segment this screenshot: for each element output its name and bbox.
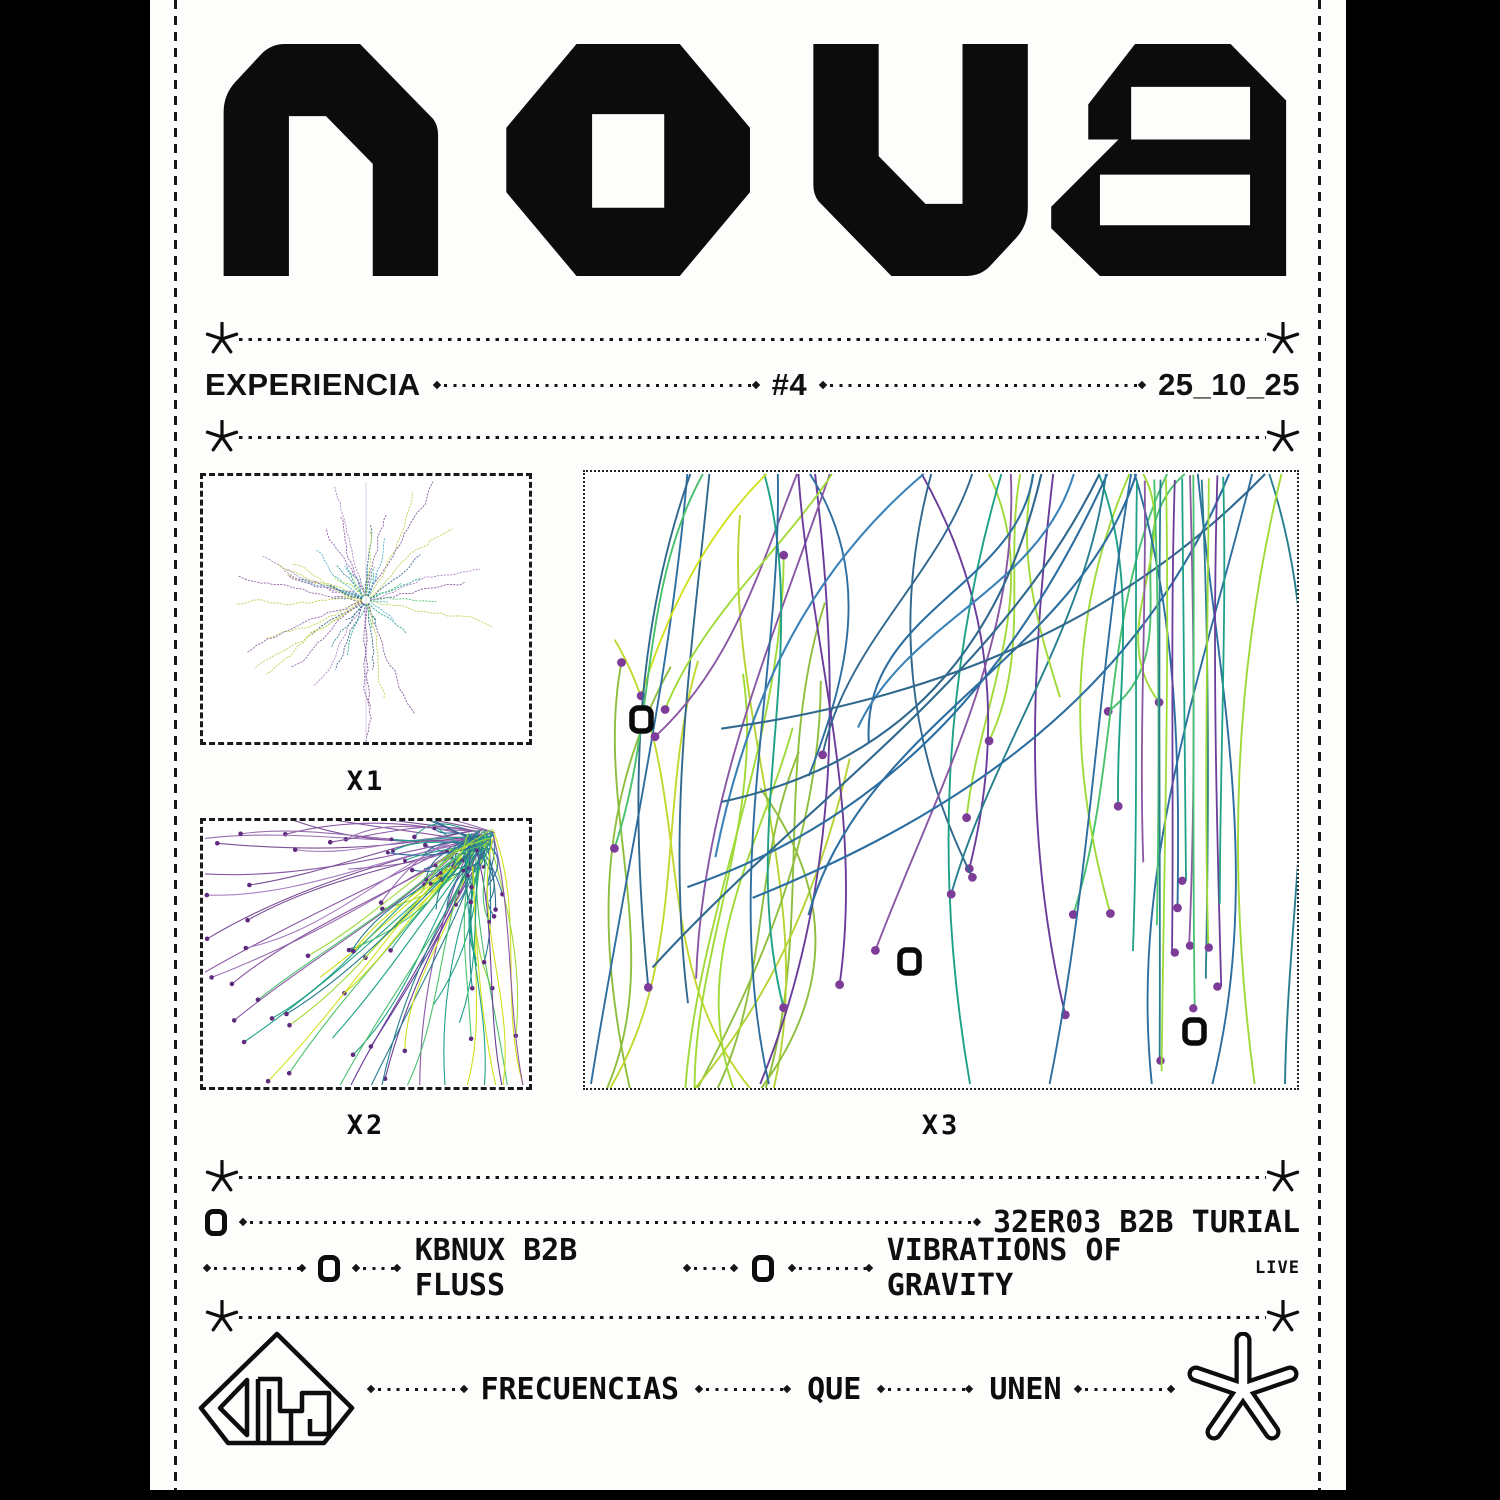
lineup-act-3: VIBRATIONS OF GRAVITY <box>886 1233 1122 1303</box>
dashed-rule <box>239 1316 1266 1319</box>
panel-x2-label: X2 <box>346 1110 386 1141</box>
lineup-act-2: KBNUX B2B FLUSS <box>414 1233 578 1303</box>
dotted-connector <box>821 384 1144 387</box>
dotted-connector <box>697 1388 789 1391</box>
star-rule-top <box>205 322 1300 356</box>
footer-word-2: QUE <box>807 1371 862 1407</box>
star-rule-3 <box>205 1160 1300 1194</box>
footer-word-3: UNEN <box>989 1371 1062 1407</box>
star-icon <box>1266 1160 1300 1194</box>
right-margin-dashed-line <box>1318 0 1321 1490</box>
star-icon <box>205 420 239 454</box>
star-icon <box>205 322 239 356</box>
o-marker-icon <box>752 1255 774 1282</box>
letter-u <box>813 44 1027 276</box>
x2-generative-art <box>203 821 529 1087</box>
dotted-connector <box>435 384 758 387</box>
panel-x3-label: X3 <box>921 1110 961 1141</box>
lineup-row-2 <box>205 1233 1300 1303</box>
dotted-connector <box>1076 1388 1173 1391</box>
starburst-logo-icon <box>1187 1332 1300 1447</box>
o-marker-icon <box>205 1209 227 1236</box>
star-rule-2 <box>205 420 1300 454</box>
star-icon <box>1266 420 1300 454</box>
title-logo <box>200 44 1300 276</box>
dashed-rule <box>239 436 1266 439</box>
dotted-connector <box>790 1267 871 1270</box>
dotted-connector <box>241 1221 979 1224</box>
left-margin-dashed-line <box>174 0 177 1490</box>
panel-x3 <box>583 470 1299 1090</box>
letter-o <box>506 44 750 276</box>
star-icon <box>205 1160 239 1194</box>
lineup-act-1: 32ER03 B2B TURIAL <box>992 1204 1300 1240</box>
panel-x1 <box>200 473 532 745</box>
dotted-connector <box>205 1267 304 1270</box>
dotted-connector <box>879 1388 971 1391</box>
letter-a <box>1051 44 1286 276</box>
footer-word-1: FRECUENCIAS <box>480 1371 680 1407</box>
lineup-act-3-suffix: LIVE <box>1255 1258 1300 1278</box>
kicker-center: #4 <box>771 367 808 402</box>
panel-x2 <box>200 818 532 1090</box>
dashed-rule <box>239 338 1266 341</box>
kicker-left: EXPERIENCIA <box>205 367 421 402</box>
dotted-connector <box>354 1267 399 1270</box>
footer <box>198 1328 1300 1450</box>
diamond-maze-logo-icon <box>198 1331 355 1447</box>
dotted-connector <box>369 1388 466 1391</box>
o-marker-icon <box>318 1255 340 1282</box>
x3-generative-art <box>585 472 1297 1088</box>
poster-sheet <box>150 0 1346 1490</box>
star-icon <box>1266 322 1300 356</box>
dotted-connector <box>685 1267 736 1270</box>
panel-x1-label: X1 <box>346 766 386 797</box>
kicker-right: 25_10_25 <box>1158 367 1300 402</box>
letter-n <box>224 44 438 276</box>
dashed-rule <box>239 1176 1266 1179</box>
kicker-row <box>205 366 1300 404</box>
x1-generative-art <box>203 476 529 742</box>
